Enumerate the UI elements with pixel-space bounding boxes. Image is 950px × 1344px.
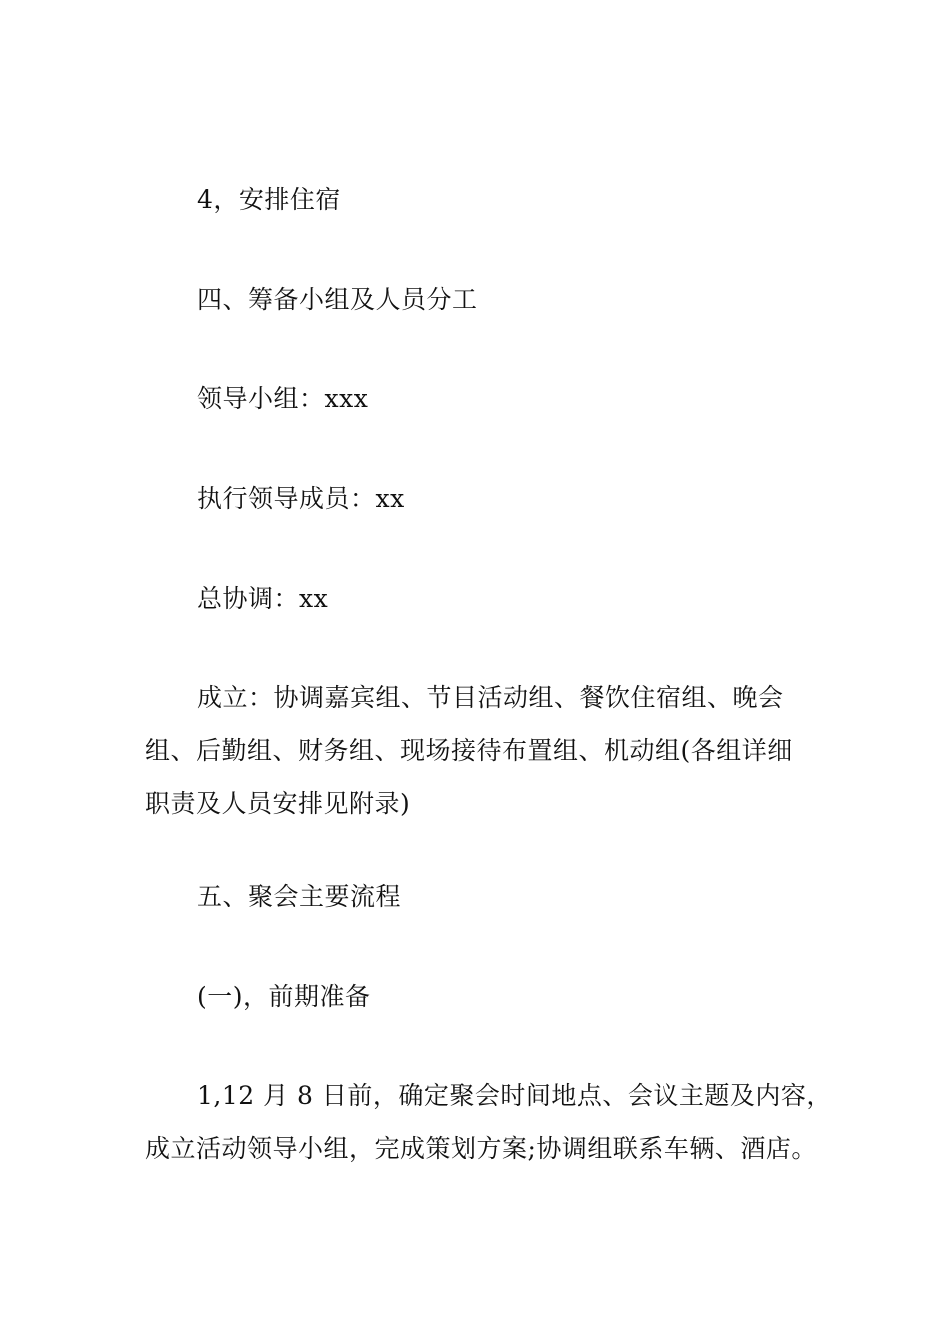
section-heading-5: 五、聚会主要流程 xyxy=(197,882,402,911)
groups-paragraph-line-3: 职责及人员安排见附录) xyxy=(145,789,411,818)
executive-members-line: 执行领导成员：xx xyxy=(197,484,405,513)
preparation-paragraph-line-1: 1,12 月 8 日前，确定聚会时间地点、会议主题及内容， xyxy=(197,1081,832,1110)
item-arrange-lodging: 4，安排住宿 xyxy=(197,185,341,214)
chief-coordinator-line: 总协调：xx xyxy=(197,584,329,613)
preparation-paragraph xyxy=(145,1069,832,1175)
groups-paragraph-line-1: 成立：协调嘉宾组、节目活动组、餐饮住宿组、晚会 xyxy=(197,683,784,712)
preparation-paragraph-line-2: 成立活动领导小组，完成策划方案;协调组联系车辆、酒店。 xyxy=(145,1134,817,1163)
section-heading-4: 四、筹备小组及人员分工 xyxy=(197,285,478,314)
subsection-heading-1: (一)，前期准备 xyxy=(197,982,371,1011)
groups-paragraph xyxy=(145,671,825,830)
leadership-group-line: 领导小组：xxx xyxy=(197,384,369,413)
groups-paragraph-line-2: 组、后勤组、财务组、现场接待布置组、机动组(各组详细 xyxy=(145,736,793,765)
